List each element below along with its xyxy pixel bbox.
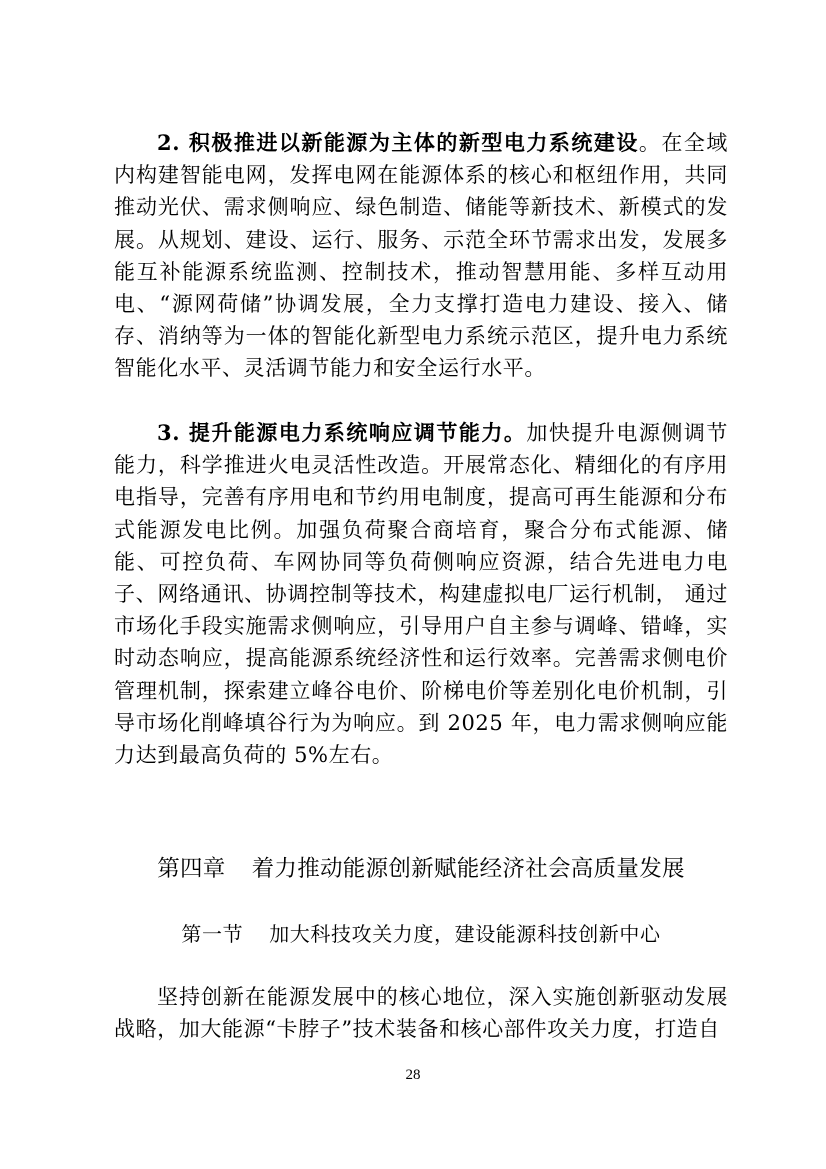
page-number: 28 — [405, 1067, 421, 1083]
chapter-heading — [114, 853, 728, 885]
paragraph — [114, 127, 728, 385]
chapter-title: 着力推动能源创新赋能经济社会高质量发展 — [251, 856, 685, 882]
paragraph-power-system — [114, 127, 728, 385]
paragraph-text: 加快提升电源侧调节能力，科学推进火电灵活性改造。开展常态化、精细化的有序用电指导，完善有序用电和节约用电制度，提高可再生能源和分布式能源发电比例。加强负荷聚合商培育，聚合分布式能源、储能、可控负荷、车网协同等负荷侧响应资源，结合先进电力电子、网络通讯、协调控制等技术，构建虚拟电厂运行机制， 通过市场化手段实施需求侧响应，引导用户自主参与调峰、错峰，实时动态响应，提高能源系统经济性和运行效率。完善需求侧电价管理机制，探索建立峰谷电价、阶梯电价等差别化电价机制，引导市场化削峰填谷行为为响应。到 2025 年，电力需求侧响应能力达到最高负荷的 5%左右。 — [114, 421, 728, 768]
section-title: 加大科技攻关力度，建设能源科技创新中心 — [269, 922, 661, 946]
paragraph-innovation — [114, 981, 728, 1045]
paragraph-response-capacity — [114, 417, 728, 771]
section-number: 第一节 — [181, 922, 244, 946]
chapter-number: 第四章 — [157, 856, 226, 882]
section-heading — [114, 918, 728, 950]
paragraph-text: 。在全域内构建智能电网，发挥电网在能源体系的核心和枢纽作用，共同推动光伏、需求侧响应、绿色制造、储能等新技术、新模式的发展。从规划、建设、运行、服务、示范全环节需求出发，发展多能互补能源系统监测、控制技术，推动智慧用能、多样互动用电、“源网荷储”协调发展，全力支撑打造电力建设、接入、储存、消纳等为一体的智能化新型电力系统示范区，提升电力系统智能化水平、灵活调节能力和安全运行水平。 — [114, 131, 728, 381]
paragraph — [114, 417, 728, 771]
paragraph-lead: 2. 积极推进以新能源为主体的新型电力系统建设 — [157, 130, 639, 155]
paragraph-text: 坚持创新在能源发展中的核心地位，深入实施创新驱动发展战略，加大能源“卡脖子”技术装备和核心部件攻关力度，打造自 — [114, 985, 728, 1042]
paragraph-lead: 3. 提升能源电力系统响应调节能力。 — [157, 420, 527, 445]
